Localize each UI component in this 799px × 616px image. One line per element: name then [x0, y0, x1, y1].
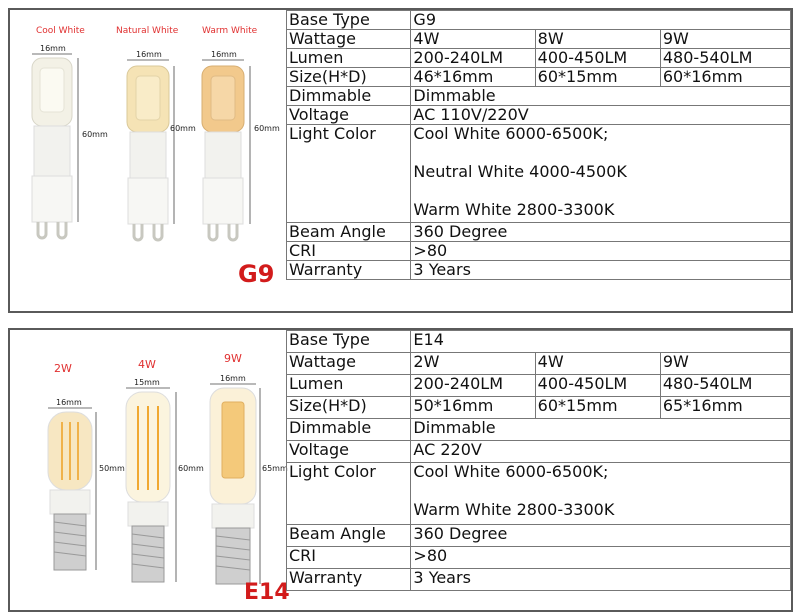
spec-value: G9 [411, 11, 791, 30]
spec-key-voltage: Voltage [287, 106, 411, 125]
g9-width-2: 16mm [136, 50, 162, 59]
table-row [287, 375, 791, 397]
spec-value: 9W [660, 30, 790, 49]
table-row [287, 419, 791, 441]
table-row [287, 125, 791, 223]
spec-value: 65*16mm [660, 397, 790, 419]
g9-width-1: 16mm [40, 44, 66, 53]
spec-key-warranty: Warranty [287, 261, 411, 280]
spec-value: 60*15mm [535, 68, 660, 87]
spec-value: 360 Degree [411, 525, 791, 547]
e14-width-3: 16mm [220, 374, 246, 383]
e14-2w-bulb [48, 412, 92, 570]
table-row [287, 463, 791, 525]
e14-height-2: 60mm [178, 464, 204, 473]
g9-cool-white-bulb [32, 58, 72, 238]
e14-4w-bulb [126, 392, 170, 582]
spec-value-light-color [411, 463, 791, 525]
spec-key-dimmable: Dimmable [287, 87, 411, 106]
e14-bulbs-illustration [10, 330, 286, 612]
spec-key-beam-angle: Beam Angle [287, 223, 411, 242]
spec-key-size: Size(H*D) [287, 68, 411, 87]
spec-key-light-color: Light Color [287, 463, 411, 525]
spec-value: 200-240LM [411, 375, 535, 397]
spec-value: 360 Degree [411, 223, 791, 242]
g9-spec-panel [8, 8, 793, 313]
spec-value: 4W [411, 30, 535, 49]
light-color-line: Warm White 2800-3300K [413, 200, 615, 219]
spec-value: 400-450LM [535, 49, 660, 68]
spec-value: 3 Years [411, 569, 791, 591]
g9-product-photo [10, 10, 286, 311]
e14-9w-bulb [210, 388, 256, 584]
g9-height-1: 60mm [82, 130, 108, 139]
spec-value: 200-240LM [411, 49, 535, 68]
spec-key-size: Size(H*D) [287, 397, 411, 419]
spec-key-wattage: Wattage [287, 30, 411, 49]
g9-natural-white-bulb [127, 66, 169, 240]
spec-value: 60*15mm [535, 397, 660, 419]
g9-label-cool: Cool White [36, 26, 85, 36]
table-row [287, 223, 791, 242]
spec-value: 400-450LM [535, 375, 660, 397]
spec-value: 3 Years [411, 261, 791, 280]
table-row [287, 30, 791, 49]
e14-label-2w: 2W [54, 362, 72, 375]
spec-value: 60*16mm [660, 68, 790, 87]
e14-width-2: 15mm [134, 378, 160, 387]
e14-width-1: 16mm [56, 398, 82, 407]
spec-value: 50*16mm [411, 397, 535, 419]
spec-value: 8W [535, 30, 660, 49]
g9-spec-table [286, 10, 791, 280]
spec-key-light-color: Light Color [287, 125, 411, 223]
table-row [287, 397, 791, 419]
spec-value: 480-540LM [660, 49, 790, 68]
table-row [287, 87, 791, 106]
table-row [287, 106, 791, 125]
table-row [287, 261, 791, 280]
e14-spec-panel [8, 328, 793, 612]
spec-key-lumen: Lumen [287, 375, 411, 397]
e14-height-3: 65mm [262, 464, 288, 473]
spec-value: >80 [411, 547, 791, 569]
light-color-line: Cool White 6000-6500K; [413, 124, 609, 143]
g9-label-warm: Warm White [202, 26, 258, 36]
spec-key-wattage: Wattage [287, 353, 411, 375]
spec-key-cri: CRI [287, 547, 411, 569]
spec-value: >80 [411, 242, 791, 261]
e14-base-label: E14 [244, 580, 290, 605]
spec-value: 4W [535, 353, 660, 375]
light-color-line: Cool White 6000-6500K; [413, 462, 609, 481]
spec-value: Dimmable [411, 87, 791, 106]
light-color-line: Neutral White 4000-4500K [413, 162, 627, 181]
spec-key-warranty: Warranty [287, 569, 411, 591]
table-row [287, 569, 791, 591]
g9-base-label: G9 [238, 260, 275, 288]
spec-key-cri: CRI [287, 242, 411, 261]
table-row [287, 353, 791, 375]
e14-spec-table [286, 330, 791, 591]
table-row [287, 11, 791, 30]
table-row [287, 525, 791, 547]
g9-height-3: 60mm [254, 124, 280, 133]
spec-key-beam-angle: Beam Angle [287, 525, 411, 547]
spec-value: AC 110V/220V [411, 106, 791, 125]
table-row [287, 68, 791, 87]
table-row [287, 49, 791, 68]
e14-product-photo [10, 330, 290, 610]
spec-value: Dimmable [411, 419, 791, 441]
spec-value: AC 220V [411, 441, 791, 463]
g9-width-3: 16mm [211, 50, 237, 59]
g9-label-natural: Natural White [116, 26, 179, 36]
light-color-line: Warm White 2800-3300K [413, 500, 615, 519]
spec-key-base-type: Base Type [287, 11, 411, 30]
spec-value-light-color [411, 125, 791, 223]
spec-key-voltage: Voltage [287, 441, 411, 463]
table-row [287, 441, 791, 463]
spec-key-lumen: Lumen [287, 49, 411, 68]
table-row [287, 242, 791, 261]
spec-value: 9W [660, 353, 790, 375]
spec-value: 2W [411, 353, 535, 375]
spec-key-base-type: Base Type [287, 331, 411, 353]
g9-warm-white-bulb [202, 66, 244, 240]
g9-height-2: 60mm [170, 124, 196, 133]
spec-value: 480-540LM [660, 375, 790, 397]
spec-key-dimmable: Dimmable [287, 419, 411, 441]
table-row [287, 331, 791, 353]
e14-label-9w: 9W [224, 352, 242, 365]
spec-value: 46*16mm [411, 68, 535, 87]
e14-height-1: 50mm [99, 464, 125, 473]
e14-label-4w: 4W [138, 358, 156, 371]
table-row [287, 547, 791, 569]
spec-value: E14 [411, 331, 791, 353]
